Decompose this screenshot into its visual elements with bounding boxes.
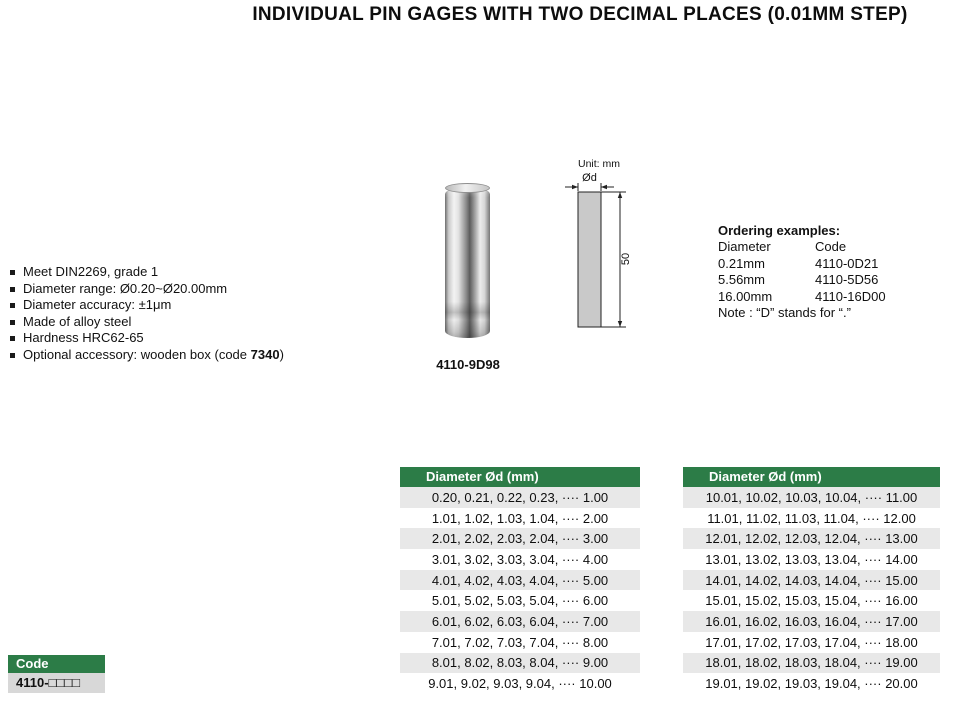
table-body <box>683 487 940 694</box>
table-row: 10.01, 10.02, 10.03, 10.04, ···· 11.00 <box>683 487 940 508</box>
feature-text: Meet DIN2269, grade 1 <box>23 264 159 279</box>
table-row: 9.01, 9.02, 9.03, 9.04, ···· 10.00 <box>400 673 640 694</box>
table-row: 7.01, 7.02, 7.03, 7.04, ···· 8.00 <box>400 632 640 653</box>
feature-item <box>8 297 408 314</box>
dimension-arrow <box>618 192 622 198</box>
ordering-row <box>718 289 938 305</box>
diameter-value: 0.21mm <box>718 255 765 271</box>
table-row: 4.01, 4.02, 4.03, 4.04, ···· 5.00 <box>400 570 640 591</box>
feature-item <box>8 281 408 298</box>
ordering-columns <box>718 239 938 255</box>
code-block-header: Code <box>8 655 105 673</box>
table-row: 11.01, 11.02, 11.03, 11.04, ···· 12.00 <box>683 508 940 529</box>
pin-top-cap <box>445 183 490 193</box>
table-header: Diameter Ød (mm) <box>400 467 640 487</box>
diameter-dim-label: Ød <box>582 172 597 184</box>
ordering-col-code: Code <box>815 239 847 255</box>
dimension-arrow <box>601 185 607 189</box>
dimension-drawing <box>552 150 652 345</box>
length-dim-label: 50 <box>620 252 632 266</box>
table-row: 17.01, 17.02, 17.03, 17.04, ···· 18.00 <box>683 632 940 653</box>
table-row: 2.01, 2.02, 2.03, 2.04, ···· 3.00 <box>400 528 640 549</box>
feature-text: Diameter accuracy: ±1μm <box>23 297 172 313</box>
table-row: 12.01, 12.02, 12.03, 12.04, ···· 13.00 <box>683 528 940 549</box>
pin-outline-rect <box>578 192 601 327</box>
table-row: 15.01, 15.02, 15.03, 15.04, ···· 16.00 <box>683 590 940 611</box>
ordering-row <box>718 272 938 288</box>
table-row: 6.01, 6.02, 6.03, 6.04, ···· 7.00 <box>400 611 640 632</box>
feature-text-prefix: Optional accessory: wooden box (code <box>23 346 251 362</box>
page-title: INDIVIDUAL PIN GAGES WITH TWO DECIMAL PLACES (0.01MM STEP) <box>252 4 908 25</box>
bullet-icon <box>10 353 15 358</box>
bullet-icon <box>10 320 15 325</box>
code-value: 4110-0D21 <box>815 255 879 271</box>
diameter-value: 16.00mm <box>718 288 773 304</box>
table-row: 16.01, 16.02, 16.03, 16.04, ···· 17.00 <box>683 611 940 632</box>
code-block <box>8 655 105 693</box>
table-row: 18.01, 18.02, 18.03, 18.04, ···· 19.00 <box>683 653 940 674</box>
ordering-note: Note : “D” stands for “.” <box>718 305 851 321</box>
feature-text: Made of alloy steel <box>23 313 132 329</box>
feature-list <box>8 264 408 364</box>
feature-item <box>8 264 408 281</box>
ordering-row <box>718 256 938 272</box>
bullet-icon <box>10 336 15 341</box>
table-row: 8.01, 8.02, 8.03, 8.04, ···· 9.00 <box>400 653 640 674</box>
bullet-icon <box>10 270 15 275</box>
unit-label: Unit: mm <box>578 158 620 170</box>
feature-item <box>8 330 408 347</box>
table-row: 3.01, 3.02, 3.03, 3.04, ···· 4.00 <box>400 549 640 570</box>
dimension-arrow <box>618 321 622 327</box>
table-row: 1.01, 1.02, 1.03, 1.04, ···· 2.00 <box>400 508 640 529</box>
table-row: 19.01, 19.02, 19.03, 19.04, ···· 20.00 <box>683 673 940 694</box>
ordering-examples <box>718 223 938 321</box>
feature-text-suffix: ) <box>279 346 284 362</box>
feature-item <box>8 347 408 364</box>
feature-item <box>8 314 408 331</box>
diameter-value: 5.56mm <box>718 272 765 288</box>
table-row: 14.01, 14.02, 14.03, 14.04, ···· 15.00 <box>683 570 940 591</box>
table-row: 13.01, 13.02, 13.03, 13.04, ···· 14.00 <box>683 549 940 570</box>
feature-text: Hardness HRC62-65 <box>23 330 144 346</box>
table-body <box>400 487 640 694</box>
table-header: Diameter Ød (mm) <box>683 467 940 487</box>
bullet-icon <box>10 287 15 292</box>
pin-body <box>445 187 490 338</box>
ordering-col-diameter: Diameter <box>718 239 771 255</box>
ordering-heading: Ordering examples: <box>718 223 841 238</box>
pin-model-label: 4110-9D98 <box>436 357 500 372</box>
diameter-table-left <box>400 467 640 694</box>
bullet-icon <box>10 303 15 308</box>
diameter-table-right <box>683 467 940 694</box>
dimension-arrow <box>572 185 578 189</box>
table-row: 0.20, 0.21, 0.22, 0.23, ···· 1.00 <box>400 487 640 508</box>
feature-text: Diameter range: Ø0.20~Ø20.00mm <box>23 280 228 296</box>
feature-text <box>23 347 284 364</box>
code-value: 4110-16D00 <box>815 288 886 304</box>
code-value: 4110-5D56 <box>815 272 879 288</box>
code-block-value: 4110-□□□□ <box>8 673 105 693</box>
pin-gage-image <box>445 183 490 338</box>
feature-text-bold: 7340 <box>250 346 280 362</box>
table-row: 5.01, 5.02, 5.03, 5.04, ···· 6.00 <box>400 590 640 611</box>
